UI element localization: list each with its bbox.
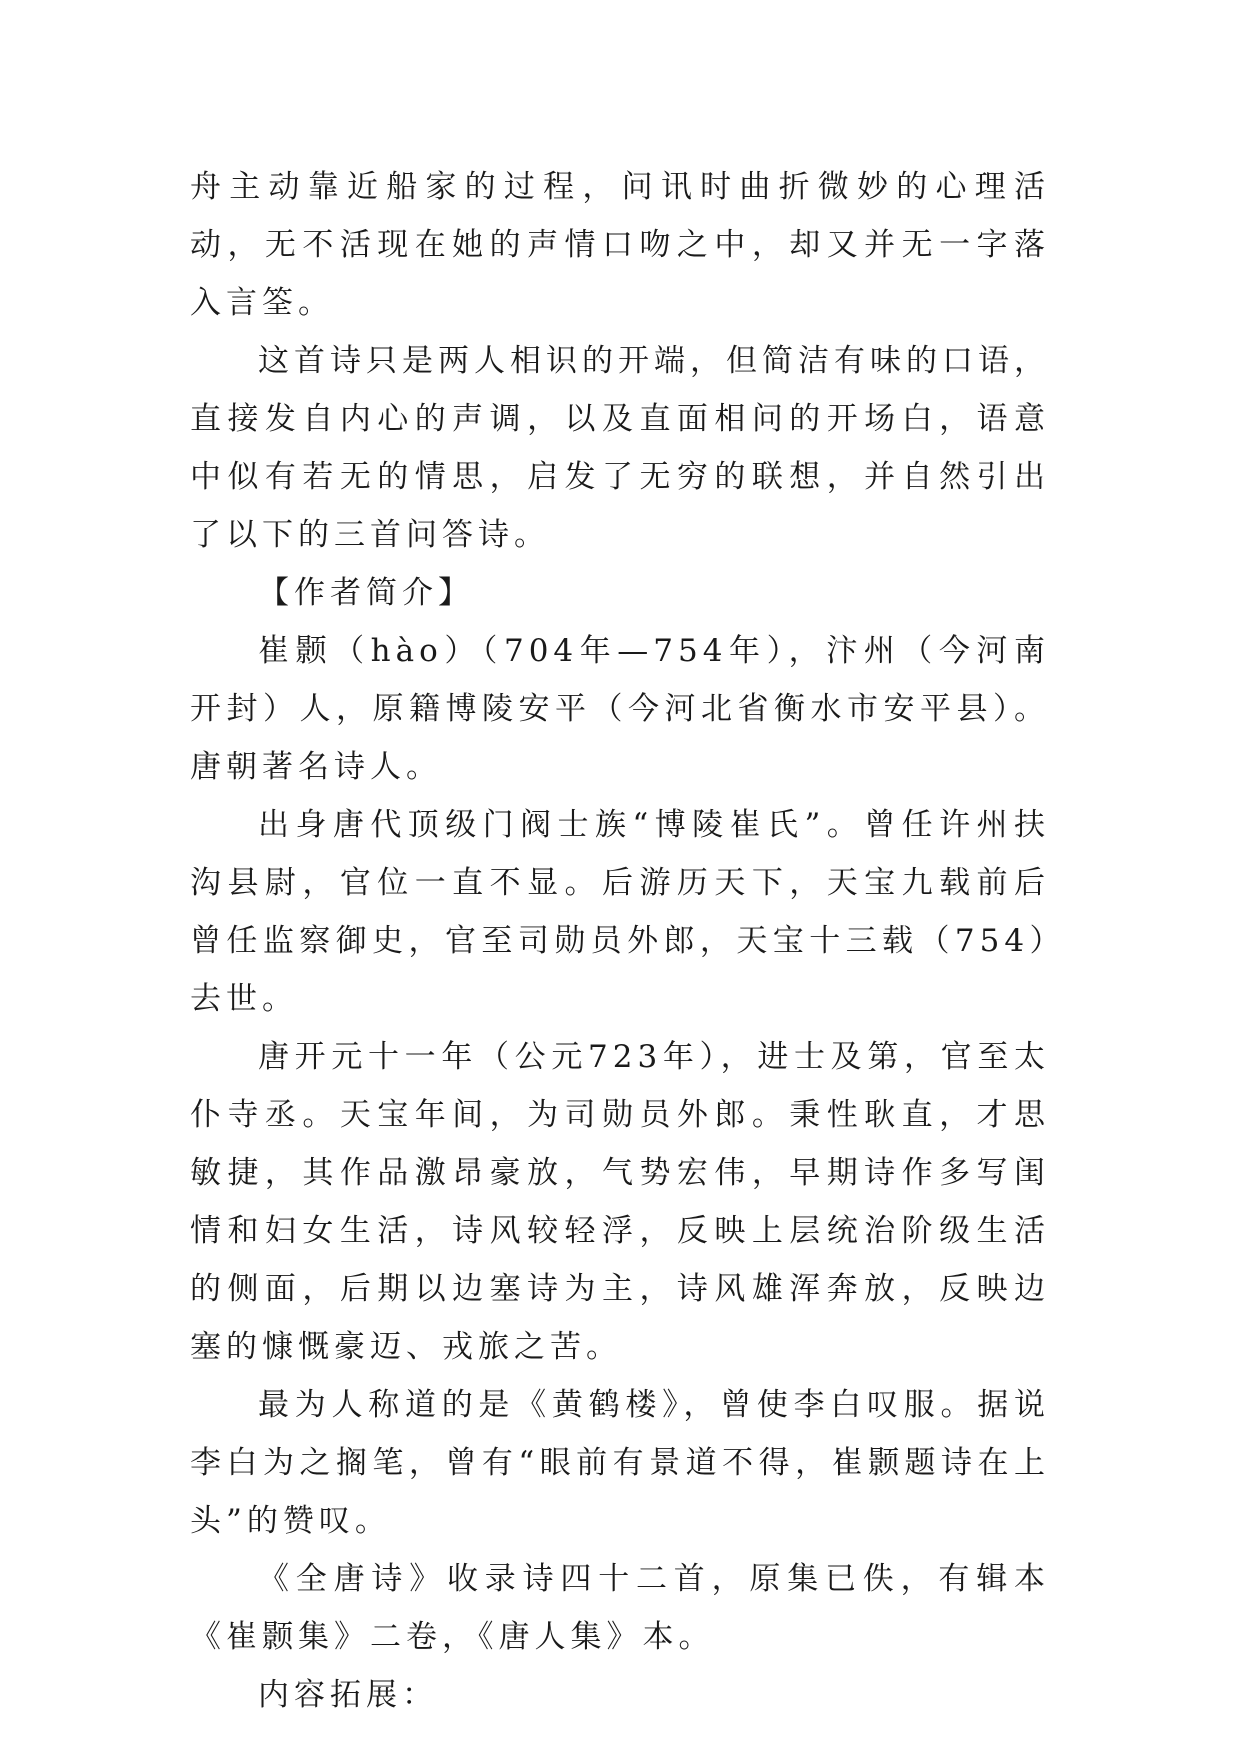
paragraph-poem-commentary: 这首诗只是两人相识的开端，但简洁有味的口语，直接发自内心的声调，以及直面相问的开场白，语意中似有若无的情思，启发了无穷的联想，并自然引出了以下的三首问答诗。	[190, 343, 1050, 553]
section-heading-content-extension: 内容拓展：	[258, 1677, 438, 1713]
paragraph-yellow-crane-tower: 最为人称道的是《黄鹤楼》，曾使李白叹服。据说李白为之搁笔，曾有“眼前有景道不得，崔颢题诗在上头”的赞叹。	[190, 1387, 1050, 1539]
paragraph-collected-works: 《全唐诗》收录诗四十二首，原集已佚，有辑本《崔颢集》二卷，《唐人集》本。	[190, 1561, 1050, 1655]
paragraph-author-career: 出身唐代顶级门阀士族“博陵崔氏”。曾任许州扶沟县尉，官位一直不显。后游历天下，天宝九载前后曾任监察御史，官至司勋员外郎，天宝十三载（754）去世。	[190, 807, 1050, 1017]
section-heading-author-intro: 【作者简介】	[258, 575, 474, 611]
paragraph-author-origin: 崔颢（hào）（704年—754年），汴州（今河南开封）人，原籍博陵安平（今河北省衡水市安平县）。唐朝著名诗人。	[190, 633, 1050, 785]
document-body	[190, 158, 1050, 1724]
paragraph-author-works: 唐开元十一年（公元723年），进士及第，官至太仆寺丞。天宝年间，为司勋员外郎。秉性耿直，才思敏捷，其作品激昂豪放，气势宏伟，早期诗作多写闺情和妇女生活，诗风较轻浮，反映上层统治阶级生活的侧面，后期以边塞诗为主，诗风雄浑奔放，反映边塞的慷慨豪迈、戎旅之苦。	[190, 1039, 1050, 1365]
paragraph-continuation: 舟主动靠近船家的过程，问讯时曲折微妙的心理活动，无不活现在她的声情口吻之中，却又并无一字落入言筌。	[190, 169, 1050, 321]
